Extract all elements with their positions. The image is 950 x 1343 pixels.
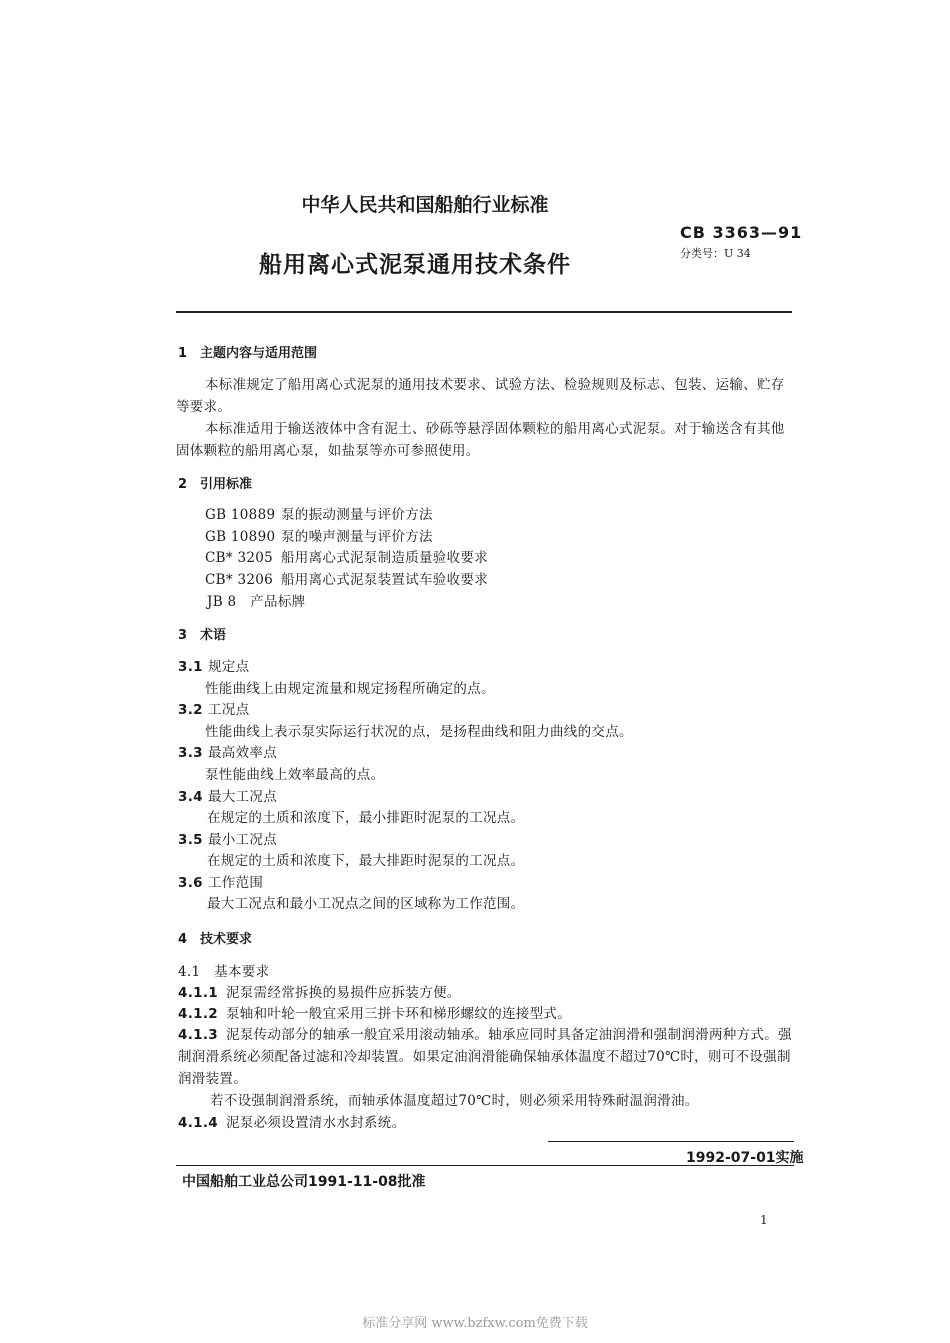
standard-code: CB 3363—91 <box>680 223 803 242</box>
header-divider <box>176 311 792 313</box>
reference-item <box>205 546 488 566</box>
clause-number: 4.1.3 <box>178 1027 218 1043</box>
reference-item: JB 8 产品标牌 <box>207 594 306 610</box>
classification-number: 分类号：U 34 <box>680 247 751 260</box>
page-number: 1 <box>760 1213 768 1227</box>
section-1-para-1-line-2: 等要求。 <box>176 399 232 415</box>
watermark: 标准分享网 www.bzfxw.com免费下载 <box>362 1316 588 1331</box>
reference-item <box>205 503 433 523</box>
reference-code: GB 10889 <box>205 507 276 523</box>
subsection-4-1-heading: 4.1 基本要求 <box>178 964 270 980</box>
clause-4-1-3-line-3: 润滑装置。 <box>178 1071 247 1087</box>
clause-4-1-3-line-2: 制润滑系统必须配备过滤和冷却装置。如果定油润滑能确保轴承体温度不超过70℃时，则可不设强制 <box>178 1049 791 1065</box>
reference-code: GB 10890 <box>205 529 276 545</box>
term-definition: 最大工况点和最小工况点之间的区域称为工作范围。 <box>207 896 525 912</box>
footer-divider-short <box>548 1141 794 1142</box>
term-number: 3.4 <box>178 789 203 805</box>
term-name: 最大工况点 <box>208 789 277 805</box>
section-1-para-2-line-1: 本标准适用于输送液体中含有泥土、砂砾等悬浮固体颗粒的船用离心式泥泵。对于输送含有其他 <box>205 421 785 437</box>
clause-4-1-4 <box>178 1111 405 1131</box>
reference-item <box>205 568 488 588</box>
reference-title: 泵的噪声测量与评价方法 <box>281 529 433 545</box>
section-1-para-1-line-1: 本标准规定了船用离心式泥泵的通用技术要求、试验方法、检验规则及标志、包装、运输、贮存 <box>205 377 785 393</box>
reference-code: CB* 3205 <box>205 550 274 566</box>
term-name: 规定点 <box>208 659 250 675</box>
clause-text: 泥泵传动部分的轴承一般宜采用滚动轴承。轴承应同时具备定油润滑和强制润滑两种方式。强 <box>226 1027 792 1043</box>
clause-4-1-3-line-1 <box>178 1023 792 1043</box>
term-name: 最高效率点 <box>208 745 277 761</box>
reference-code: CB* 3206 <box>205 572 274 588</box>
clause-4-1-1 <box>178 981 461 1001</box>
term-number: 3.5 <box>178 832 203 848</box>
reference-title: 船用离心式泥泵装置试车验收要求 <box>281 572 488 588</box>
term-heading <box>178 698 249 718</box>
section-1-heading: 1 主题内容与适用范围 <box>178 346 318 361</box>
term-heading <box>178 741 277 761</box>
term-name: 工况点 <box>208 702 250 718</box>
term-number: 3.2 <box>178 702 203 718</box>
term-heading <box>178 871 263 891</box>
term-number: 3.6 <box>178 875 203 891</box>
term-definition: 在规定的土质和浓度下，最大排距时泥泵的工况点。 <box>207 853 525 869</box>
term-definition: 在规定的土质和浓度下，最小排距时泥泵的工况点。 <box>207 810 525 826</box>
term-heading <box>178 655 249 675</box>
section-1-para-2-line-2: 固体颗粒的船用离心泵，如盐泵等亦可参照使用。 <box>176 443 480 459</box>
term-definition: 性能曲线上由规定流量和规定扬程所确定的点。 <box>205 681 495 697</box>
term-number: 3.3 <box>178 745 203 761</box>
clause-number: 4.1.1 <box>178 985 218 1001</box>
term-name: 最小工况点 <box>208 832 277 848</box>
term-number: 3.1 <box>178 659 203 675</box>
reference-title: 泵的振动测量与评价方法 <box>281 507 433 523</box>
term-definition: 泵性能曲线上效率最高的点。 <box>205 767 385 783</box>
clause-text: 泵轴和叶轮一般宜采用三拼卡环和梯形螺纹的连接型式。 <box>226 1006 571 1022</box>
standard-org-heading: 中华人民共和国船舶行业标准 <box>301 194 549 216</box>
clause-number: 4.1.4 <box>178 1115 218 1131</box>
effective-date: 1992-07-01实施 <box>686 1150 804 1166</box>
term-heading <box>178 828 277 848</box>
clause-4-1-3-line-4: 若不设强制润滑系统，而轴承体温度超过70℃时，则必须采用特殊耐温润滑油。 <box>210 1093 699 1109</box>
clause-text: 泥泵需经常拆换的易损件应拆装方便。 <box>226 985 461 1001</box>
document-title: 船用离心式泥泵通用技术条件 <box>259 252 571 278</box>
footer-divider <box>176 1165 794 1166</box>
term-name: 工作范围 <box>208 875 264 891</box>
approval-line: 中国船舶工业总公司1991-11-08批准 <box>182 1174 426 1190</box>
clause-text: 泥泵必须设置清水水封系统。 <box>226 1115 406 1131</box>
section-3-heading: 3 术语 <box>178 628 227 643</box>
section-4-heading: 4 技术要求 <box>178 932 253 947</box>
section-2-heading: 2 引用标准 <box>178 477 253 492</box>
clause-number: 4.1.2 <box>178 1006 218 1022</box>
term-definition: 性能曲线上表示泵实际运行状况的点，是扬程曲线和阻力曲线的交点。 <box>205 724 633 740</box>
clause-4-1-2 <box>178 1002 571 1022</box>
reference-item <box>205 525 433 545</box>
reference-title: 船用离心式泥泵制造质量验收要求 <box>281 550 488 566</box>
term-heading <box>178 785 277 805</box>
